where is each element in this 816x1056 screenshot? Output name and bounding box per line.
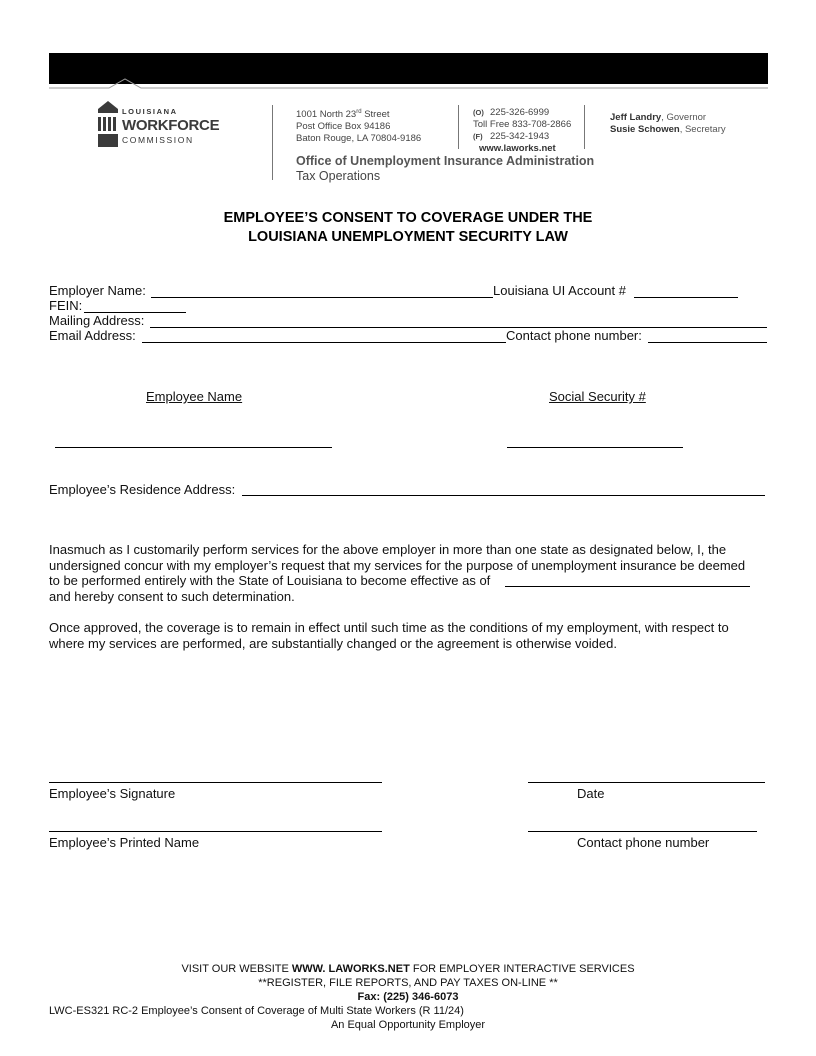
form-title-line-1: EMPLOYEE’S CONSENT TO COVERAGE UNDER THE <box>223 210 593 226</box>
contact-block <box>473 107 571 143</box>
email-address-label: Email Address: <box>49 328 136 343</box>
consent-line-4: and hereby consent to such determination. <box>49 588 295 604</box>
printed-name-field[interactable] <box>49 831 382 832</box>
mailing-address-block <box>296 106 421 145</box>
logo-line-commission: COMMISSION <box>122 135 194 145</box>
coverage-line-2: where my services are performed, are substantially changed or the agreement is otherwise voided. <box>49 635 617 651</box>
ssn-header: Social Security # <box>549 389 646 404</box>
coverage-line-1: Once approved, the coverage is to remain in effect until such time as the conditions of my employment, with respect to <box>49 620 729 635</box>
website-link[interactable]: www.laworks.net <box>479 143 556 154</box>
coverage-paragraph <box>49 620 769 651</box>
footer-register-line: **REGISTER, FILE REPORTS, AND PAY TAXES ON-LINE ** <box>258 977 558 989</box>
address-line-3: Baton Rouge, LA 70804-9186 <box>296 133 422 145</box>
ui-account-label: Louisiana UI Account # <box>493 283 626 298</box>
building-icon <box>96 101 120 149</box>
contact-phone-label: Contact phone number: <box>506 328 642 343</box>
fein-label: FEIN: <box>49 298 83 313</box>
address-line-1: 1001 North 23rd Street <box>296 109 390 121</box>
ssn-field[interactable] <box>507 447 683 448</box>
mailing-address-label: Mailing Address: <box>49 313 145 328</box>
employee-name-header: Employee Name <box>146 389 243 404</box>
header-divider-2 <box>458 105 459 149</box>
logo-line-workforce: WORKFORCE <box>122 117 220 134</box>
email-address-field[interactable] <box>142 342 506 343</box>
office-subtitle: Tax Operations <box>296 169 381 183</box>
ui-account-field[interactable] <box>634 297 738 298</box>
header-divider-1 <box>272 105 273 180</box>
date-label: Date <box>577 786 605 801</box>
date-field[interactable] <box>528 782 765 783</box>
fax-phone: (F) 225-342-1943 <box>473 131 550 142</box>
consent-line-3: to be performed entirely with the State of Louisiana to become effective as of <box>49 573 491 588</box>
equal-opportunity: An Equal Opportunity Employer <box>330 1019 486 1031</box>
effective-date-field[interactable] <box>505 586 750 587</box>
footer-fax: Fax: (225) 346-6073 <box>357 991 459 1003</box>
form-identifier: LWC-ES321 RC-2 Employee’s Consent of Coverage of Multi State Workers (R 11/24) <box>49 1005 464 1017</box>
employee-signature-field[interactable] <box>49 782 382 783</box>
header-divider-3 <box>584 105 585 149</box>
secretary: Susie Schowen, Secretary <box>610 124 726 135</box>
lwc-logo <box>96 101 220 149</box>
header-chevron <box>49 74 768 90</box>
consent-line-1: Inasmuch as I customarily perform services for the above employer in more than one state as designated below, I, the <box>49 542 727 557</box>
residence-address-label: Employee’s Residence Address: <box>49 482 236 497</box>
consent-line-2: undersigned concur with my employer’s request that my services for the purpose of unemployment insurance be deemed <box>49 557 746 573</box>
office-name: Office of Unemployment Insurance Administration <box>296 154 595 168</box>
consent-paragraph <box>49 542 769 604</box>
signature-contact-phone-field[interactable] <box>528 831 757 832</box>
logo-line-louisiana: LOUISIANA <box>122 107 178 116</box>
employer-name-label: Employer Name: <box>49 283 146 298</box>
tollfree-phone: Toll Free 833-708-2866 <box>473 119 572 130</box>
form-title-line-2: LOUISIANA UNEMPLOYMENT SECURITY LAW <box>248 229 568 245</box>
officials-block <box>610 112 726 136</box>
signature-contact-phone-label: Contact phone number <box>577 835 710 850</box>
contact-phone-field[interactable] <box>648 342 767 343</box>
office-phone: (O) 225-326-6999 <box>473 107 550 118</box>
governor: Jeff Landry, Governor <box>610 112 707 123</box>
address-line-2: Post Office Box 94186 <box>296 121 391 133</box>
residence-address-field[interactable] <box>242 495 765 496</box>
mailing-address-field[interactable] <box>150 327 767 328</box>
printed-name-label: Employee’s Printed Name <box>49 835 200 850</box>
employee-name-field[interactable] <box>55 447 332 448</box>
employee-signature-label: Employee’s Signature <box>49 786 176 801</box>
footer-visit-line: VISIT OUR WEBSITE WWW. LAWORKS.NET FOR EMPLOYER INTERACTIVE SERVICES <box>181 963 635 975</box>
employer-name-field[interactable] <box>151 297 493 298</box>
